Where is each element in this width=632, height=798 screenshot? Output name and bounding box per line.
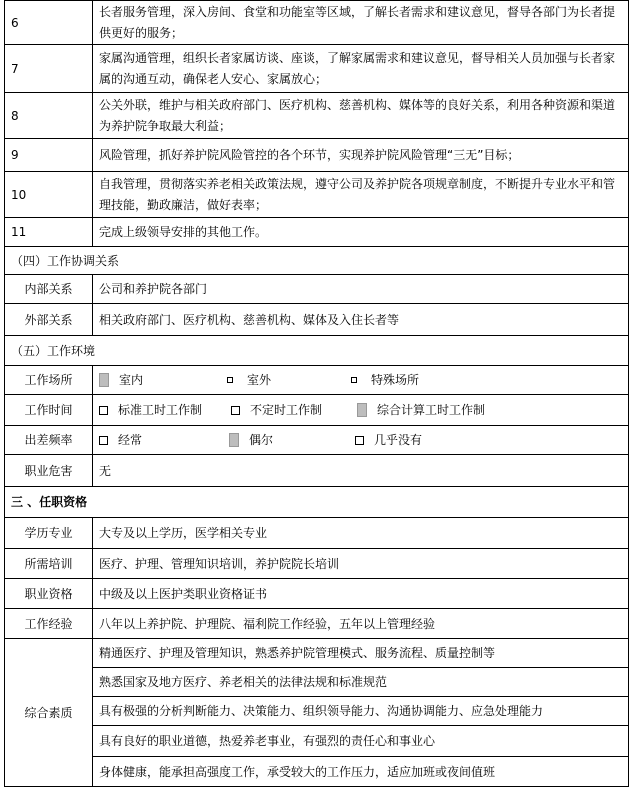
duty-number: 11 bbox=[5, 218, 93, 247]
option-label: 综合计算工时工作制 bbox=[377, 403, 486, 417]
row-label: 职业资格 bbox=[5, 579, 93, 609]
place-options bbox=[93, 366, 629, 395]
checkbox[interactable] bbox=[99, 406, 108, 415]
section-header-row bbox=[5, 336, 629, 366]
duty-row bbox=[5, 45, 629, 93]
row-label: 所需培训 bbox=[5, 549, 93, 579]
section-title-coordination: （四）工作协调关系 bbox=[5, 247, 629, 275]
duty-number: 8 bbox=[5, 93, 93, 139]
option-label: 不定时工作制 bbox=[250, 403, 323, 417]
row-value: 相关政府部门、医疗机构、慈善机构、媒体及入住长者等 bbox=[93, 304, 629, 336]
section-header-row bbox=[5, 247, 629, 275]
row-value: 大专及以上学历，医学相关专业 bbox=[93, 518, 629, 549]
duty-number: 6 bbox=[5, 1, 93, 45]
option-occasionally[interactable] bbox=[229, 428, 355, 452]
quality-row bbox=[5, 639, 629, 668]
hazard-row bbox=[5, 455, 629, 487]
place-row bbox=[5, 366, 629, 395]
duty-number: 10 bbox=[5, 172, 93, 218]
duty-text: 长者服务管理，深入房间、食堂和功能室等区域，了解长者需求和建议意见，督导各部门为长者提供更好的服务； bbox=[93, 1, 629, 45]
section-title-qualifications: 三 、任职资格 bbox=[5, 487, 629, 518]
duty-row bbox=[5, 93, 629, 139]
option-often[interactable] bbox=[99, 428, 229, 452]
time-options bbox=[93, 395, 629, 426]
duty-text: 完成上级领导安排的其他工作。 bbox=[93, 218, 629, 247]
duty-text: 自我管理，贯彻落实养老相关政策法规，遵守公司及养护院各项规章制度，不断提升专业水平和管理技能，勤政廉洁，做好表率； bbox=[93, 172, 629, 218]
duty-row bbox=[5, 139, 629, 172]
duty-row bbox=[5, 172, 629, 218]
duty-text: 公关外联，维护与相关政府部门、医疗机构、慈善机构、媒体等的良好关系，利用各种资源和渠道为养护院争取最大利益； bbox=[93, 93, 629, 139]
qualification-row bbox=[5, 549, 629, 579]
row-value: 医疗、护理、管理知识培训，养护院院长培训 bbox=[93, 549, 629, 579]
option-label: 几乎没有 bbox=[374, 433, 423, 447]
option-label: 经常 bbox=[118, 433, 143, 447]
option-label: 室外 bbox=[247, 373, 272, 387]
row-value: 中级及以上医护类职业资格证书 bbox=[93, 579, 629, 609]
quality-row bbox=[5, 668, 629, 697]
checkbox[interactable] bbox=[227, 377, 233, 383]
option-label: 室内 bbox=[119, 373, 144, 387]
quality-item: 具有良好的职业道德，热爱养老事业，有强烈的责任心和事业心 bbox=[93, 726, 629, 757]
duty-text: 风险管理，抓好养护院风险管控的各个环节，实现养护院风险管理“三无”目标； bbox=[93, 139, 629, 172]
quality-row bbox=[5, 726, 629, 757]
coordination-row bbox=[5, 304, 629, 336]
duty-number: 9 bbox=[5, 139, 93, 172]
travel-row bbox=[5, 426, 629, 455]
row-label: 综合素质 bbox=[5, 639, 93, 787]
row-label: 工作经验 bbox=[5, 609, 93, 639]
option-standard[interactable] bbox=[99, 398, 231, 422]
row-value: 无 bbox=[93, 455, 629, 487]
time-row bbox=[5, 395, 629, 426]
option-label: 标准工时工作制 bbox=[118, 403, 203, 417]
option-indoor[interactable] bbox=[99, 368, 227, 392]
option-special[interactable] bbox=[351, 368, 419, 392]
checkbox-checked[interactable] bbox=[357, 403, 367, 417]
quality-row bbox=[5, 757, 629, 787]
option-comprehensive[interactable] bbox=[357, 398, 485, 422]
section-title-environment: （五）工作环境 bbox=[5, 336, 629, 366]
checkbox[interactable] bbox=[231, 406, 240, 415]
qualification-row bbox=[5, 609, 629, 639]
duty-number: 7 bbox=[5, 45, 93, 93]
row-label: 工作时间 bbox=[5, 395, 93, 426]
coordination-row bbox=[5, 275, 629, 304]
checkbox-checked[interactable] bbox=[99, 373, 109, 387]
quality-item: 身体健康，能承担高强度工作，承受较大的工作压力，适应加班或夜间值班 bbox=[93, 757, 629, 787]
row-label: 出差频率 bbox=[5, 426, 93, 455]
row-value: 八年以上养护院、护理院、福利院工作经验，五年以上管理经验 bbox=[93, 609, 629, 639]
job-description-table bbox=[4, 0, 629, 787]
option-label: 特殊场所 bbox=[371, 373, 420, 387]
checkbox[interactable] bbox=[351, 377, 357, 383]
option-label: 偶尔 bbox=[249, 433, 274, 447]
option-flexible[interactable] bbox=[231, 398, 357, 422]
row-label: 内部关系 bbox=[5, 275, 93, 304]
duty-text: 家属沟通管理，组织长者家属访谈、座谈，了解家属需求和建议意见，督导相关人员加强与长者家属的沟通互动，确保老人安心、家属放心； bbox=[93, 45, 629, 93]
option-rarely[interactable] bbox=[355, 428, 422, 452]
duty-row bbox=[5, 218, 629, 247]
section-header-row bbox=[5, 487, 629, 518]
checkbox-checked[interactable] bbox=[229, 433, 239, 447]
row-label: 工作场所 bbox=[5, 366, 93, 395]
checkbox[interactable] bbox=[99, 436, 108, 445]
checkbox[interactable] bbox=[355, 436, 364, 445]
quality-row bbox=[5, 697, 629, 726]
row-value: 公司和养护院各部门 bbox=[93, 275, 629, 304]
row-label: 学历专业 bbox=[5, 518, 93, 549]
option-outdoor[interactable] bbox=[227, 368, 351, 392]
quality-item: 精通医疗、护理及管理知识，熟悉养护院管理模式、服务流程、质量控制等 bbox=[93, 639, 629, 668]
row-label: 外部关系 bbox=[5, 304, 93, 336]
qualification-row bbox=[5, 518, 629, 549]
travel-options bbox=[93, 426, 629, 455]
duty-row bbox=[5, 1, 629, 45]
qualification-row bbox=[5, 579, 629, 609]
quality-item: 具有极强的分析判断能力、决策能力、组织领导能力、沟通协调能力、应急处理能力 bbox=[93, 697, 629, 726]
row-label: 职业危害 bbox=[5, 455, 93, 487]
quality-item: 熟悉国家及地方医疗、养老相关的法律法规和标准规范 bbox=[93, 668, 629, 697]
